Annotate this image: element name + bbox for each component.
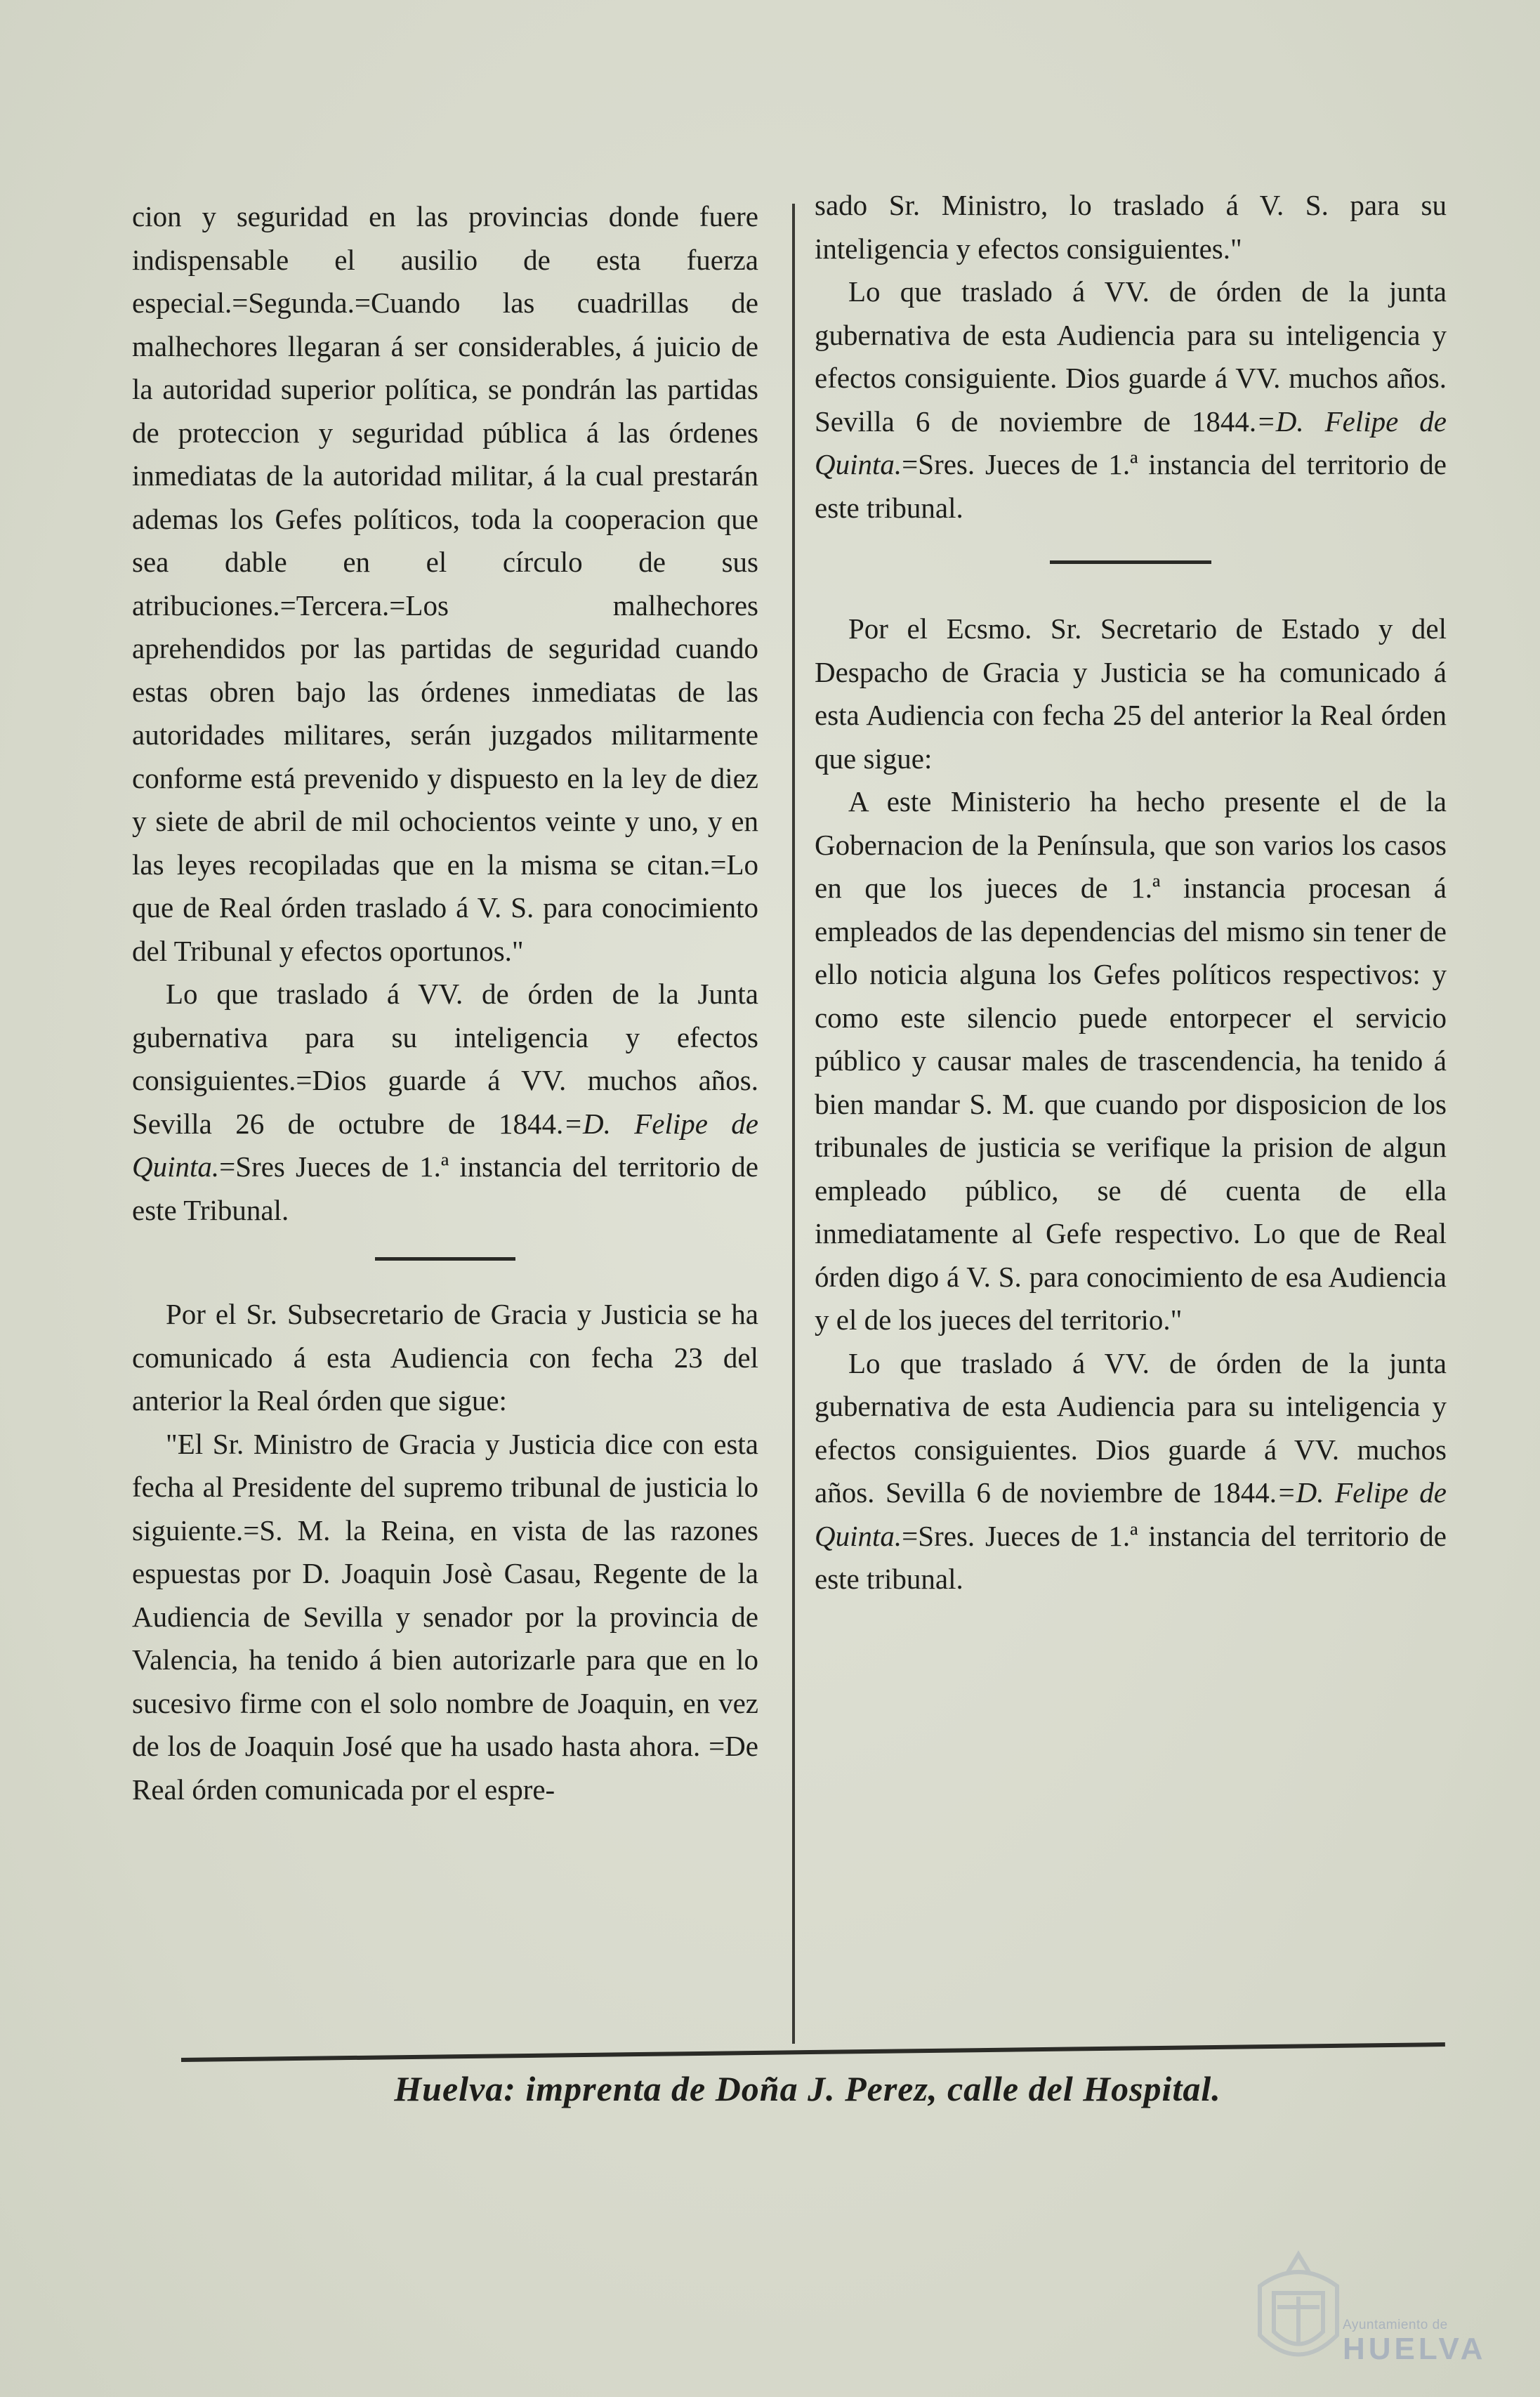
left-signature: =D. Felipe de Quinta. [132, 1107, 758, 1183]
printer-imprint: Huelva: imprenta de Doña J. Perez, calle del Hospital. [394, 2069, 1221, 2108]
left-paragraph-2-end: =Sres Jueces de 1.ª instancia del territorio de este Tribunal. [132, 1150, 758, 1226]
right-paragraph-5 [815, 1342, 1447, 1601]
left-column [132, 195, 758, 1811]
right-paragraph-1: sado Sr. Ministro, lo traslado á V. S. para su inteligencia y efectos consiguientes." [815, 189, 1447, 265]
right-signature-2: =D. Felipe de Quinta. [815, 1476, 1447, 1552]
right-paragraph-5-text: Lo que traslado á VV. de órden de la junta gubernativa de esta Audiencia para su inteligencia y efectos consiguientes. Dios guarde á VV. muchos años. Sevilla 6 de noviembre de 1844. [815, 1346, 1447, 1509]
right-signature-1: =D. Felipe de Quinta. [815, 405, 1447, 480]
watermark-big-text: HUELVA [1343, 2332, 1487, 2366]
column-divider [792, 204, 795, 2044]
watermark-small-text: Ayuntamiento de [1343, 2318, 1448, 2332]
city-crest-icon [1246, 2244, 1351, 2381]
left-paragraph-4: "El Sr. Ministro de Gracia y Justicia dice con esta fecha al Presidente del supremo tribunal de justicia lo siguiente.=S. M. la Reina, en vista de las razones espuestas por D. Joaquin Josè Casau, Regente de la Audiencia de Sevilla y senador por la provincia de Valencia, ha tenido á bien autorizarle para que en lo sucesivo firme con el solo nombre de Joaquin, en vez de los de Joaquin José que ha usado hasta ahora. =De Real órden comunicada por el espre- [132, 1427, 758, 1806]
right-column [815, 184, 1447, 1601]
right-paragraph-4: A este Ministerio ha hecho presente el de la Gobernacion de la Península, que son varios los casos en que los jueces de 1.ª instancia procesan á empleados de las dependencias del mismo sin tener de ello noticia alguna los Gefes políticos respectivos: y como este silencio puede entorpecer el servicio público y causar males de trascendencia, ha tenido á bien mandar S. M. que cuando por disposicion de los tribunales de justicia se verifique la prision de algun empleado público, se dé cuenta de ella inmediatamente al Gefe respectivo. Lo que de Real órden digo á V. S. para conocimiento de esa Audiencia y el de los jueces del territorio." [815, 785, 1447, 1336]
left-paragraph-1: cion y seguridad en las provincias donde fuere indispensable el ausilio de esta fuerza especial.=Segunda.=Cuando las cuadrillas de malhechores llegaran á ser considerables, á juicio de la autoridad superior política, se pondrán las partidas de proteccion y seguridad pública á las órdenes inmediatas de la autoridad militar, á la cual prestarán ademas los Gefes políticos, toda la cooperacion que sea dable en el círculo de sus atribuciones.=Tercera.=Los malhechores aprehendidos por las partidas de seguridad cuando estas obren bajo las órdenes inmediatas de las autoridades militares, serán juzgados militarmente conforme está prevenido y dispuesto en la ley de diez y siete de abril de mil ochocientos veinte y uno, y en las leyes recopiladas que en la misma se citan.=Lo que de Real órden traslado á V. S. para conocimiento del Tribunal y efectos oportunos." [132, 200, 758, 967]
left-section-separator [375, 1257, 515, 1261]
right-paragraph-5-end: =Sres. Jueces de 1.ª instancia del territorio de este tribunal. [815, 1519, 1447, 1595]
right-paragraph-2-text: Lo que traslado á VV. de órden de la junta gubernativa de esta Audiencia para su inteligencia y efectos consiguiente. Dios guarde á VV. muchos años. Sevilla 6 de noviembre de 1844. [815, 275, 1447, 438]
footer-rule [181, 2042, 1445, 2062]
archive-watermark [1343, 2318, 1511, 2365]
left-paragraph-2-text: Lo que traslado á VV. de órden de la Junta gubernativa para su inteligencia y efectos consiguientes.=Dios guarde á VV. muchos años. Sevilla 26 de octubre de 1844. [132, 978, 758, 1140]
right-paragraph-3: Por el Ecsmo. Sr. Secretario de Estado y del Despacho de Gracia y Justicia se ha comunicado á esta Audiencia con fecha 25 del anterior la Real órden que sigue: [815, 612, 1447, 775]
right-section-separator [1050, 560, 1211, 564]
right-paragraph-2-end: =Sres. Jueces de 1.ª instancia del territorio de este tribunal. [815, 448, 1447, 524]
right-paragraph-2 [815, 270, 1447, 530]
left-paragraph-2 [132, 973, 758, 1232]
left-paragraph-3: Por el Sr. Subsecretario de Gracia y Justicia se ha comunicado á esta Audiencia con fecha 23 del anterior la Real órden que sigue: [132, 1298, 758, 1417]
